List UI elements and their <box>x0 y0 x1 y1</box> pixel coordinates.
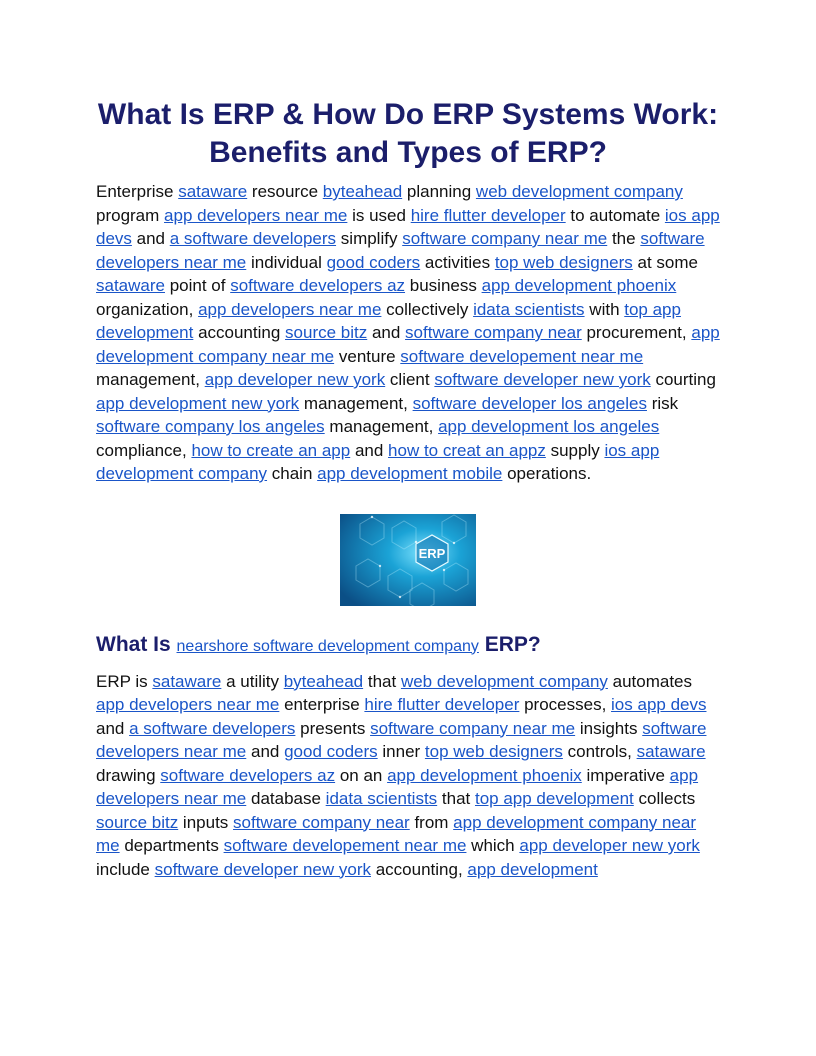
text-run: a utility <box>221 671 284 691</box>
inline-link[interactable]: hire flutter developer <box>410 205 566 225</box>
inline-link[interactable]: good coders <box>284 742 378 761</box>
text-run: activities <box>420 252 495 272</box>
erp-image-label: ERP <box>418 545 446 561</box>
text-run: operations. <box>502 464 592 483</box>
erp-definition-paragraph <box>96 670 720 882</box>
text-run: and <box>246 742 285 761</box>
section-heading <box>96 632 720 660</box>
inline-link[interactable]: app developers near me <box>96 695 280 714</box>
inline-link[interactable]: idata scientists <box>473 299 585 319</box>
inline-link[interactable]: app developer new york <box>204 370 386 389</box>
inline-link[interactable]: ios app devs <box>96 205 720 248</box>
text-run: departments <box>119 836 224 855</box>
inline-link[interactable]: sataware <box>152 671 222 691</box>
inline-link[interactable]: idata scientists <box>325 789 438 808</box>
inline-link[interactable]: web development company <box>475 182 683 201</box>
inline-link[interactable]: how to creat an appz <box>388 440 546 460</box>
text-run: which <box>466 836 520 855</box>
text-run: the <box>607 229 641 248</box>
text-run: with <box>584 299 625 319</box>
text-run: to automate <box>565 205 665 225</box>
inline-link[interactable]: ios app devs <box>611 695 707 714</box>
text-run: Enterprise <box>96 182 179 201</box>
inline-link[interactable]: top web designers <box>424 742 563 761</box>
inline-link[interactable]: top app development <box>96 299 681 342</box>
text-run: point of <box>164 276 231 295</box>
inline-link[interactable]: source bitz <box>285 323 368 342</box>
section-heading-suffix: ERP? <box>478 632 541 656</box>
image-container <box>96 514 720 606</box>
text-run: database <box>246 789 326 808</box>
inline-link[interactable]: sataware <box>96 276 165 295</box>
inline-link[interactable]: top app development <box>474 789 634 808</box>
inline-link[interactable]: software developers near me <box>96 229 705 272</box>
text-run: presents <box>295 718 371 738</box>
inline-link[interactable]: app developers near me <box>164 205 348 225</box>
inline-link[interactable]: software company near <box>405 323 582 342</box>
inline-link[interactable]: software developers az <box>230 276 406 295</box>
text-run: management, <box>299 393 413 413</box>
inline-link[interactable]: app development company near me <box>96 323 720 366</box>
text-run: program <box>96 205 165 225</box>
text-run: automates <box>607 671 693 691</box>
text-run: compliance, <box>96 440 192 460</box>
inline-link[interactable]: software developement near me <box>400 346 644 366</box>
inline-link[interactable]: software developers az <box>160 765 336 785</box>
inline-link[interactable]: ios app development company <box>96 440 660 483</box>
inline-link[interactable]: sataware <box>636 742 706 761</box>
inline-link[interactable]: app development <box>467 859 598 879</box>
inline-link[interactable]: software developer new york <box>434 370 651 389</box>
text-run: and <box>350 440 389 460</box>
text-run: drawing <box>96 765 161 785</box>
text-run: is used <box>347 205 411 225</box>
text-run: inputs <box>178 812 234 832</box>
text-run: procurement, <box>581 323 692 342</box>
text-run: planning <box>402 182 476 201</box>
text-run: inner <box>377 742 425 761</box>
text-run: simplify <box>336 229 403 248</box>
text-run: management, <box>96 370 205 389</box>
text-run: risk <box>646 393 679 413</box>
inline-link[interactable]: software developer los angeles <box>412 393 647 413</box>
inline-link[interactable]: software company near me <box>402 229 608 248</box>
section-heading-link[interactable]: nearshore software development company <box>176 637 479 655</box>
text-run: ERP is <box>96 671 153 691</box>
inline-link[interactable]: software company near me <box>370 718 576 738</box>
text-run: enterprise <box>279 695 365 714</box>
erp-hexagon-image <box>340 514 476 606</box>
text-run: collects <box>633 789 696 808</box>
text-run: individual <box>246 252 327 272</box>
inline-link[interactable]: top web designers <box>494 252 633 272</box>
inline-link[interactable]: web development company <box>400 671 608 691</box>
inline-link[interactable]: app development new york <box>96 393 300 413</box>
document-page <box>96 96 720 881</box>
inline-link[interactable]: sataware <box>178 182 248 201</box>
inline-link[interactable]: app developer new york <box>519 836 700 855</box>
text-run: controls, <box>562 742 637 761</box>
inline-link[interactable]: app developers near me <box>96 765 699 808</box>
text-run: courting <box>650 370 716 389</box>
inline-link[interactable]: app development phoenix <box>387 765 582 785</box>
text-run: accounting, <box>371 859 468 879</box>
inline-link[interactable]: good coders <box>326 252 421 272</box>
inline-link[interactable]: software developer new york <box>154 859 371 879</box>
text-run: from <box>409 812 454 832</box>
text-run: processes, <box>519 695 612 714</box>
inline-link[interactable]: a software developers <box>169 229 337 248</box>
text-run: imperative <box>581 765 670 785</box>
text-run: that <box>437 789 475 808</box>
inline-link[interactable]: software company near <box>233 812 410 832</box>
text-run: and <box>96 718 130 738</box>
inline-link[interactable]: app development mobile <box>317 464 503 483</box>
text-run: and <box>367 323 406 342</box>
inline-link[interactable]: software developers near me <box>96 718 707 761</box>
inline-link[interactable]: hire flutter developer <box>364 695 520 714</box>
inline-link[interactable]: byteahead <box>283 671 364 691</box>
page-title: What Is ERP & How Do ERP Systems Work: Benefits and Types of ERP? <box>97 98 719 169</box>
text-run: business <box>405 276 482 295</box>
text-run: and <box>131 229 170 248</box>
inline-link[interactable]: software company los angeles <box>96 417 325 436</box>
text-run: include <box>96 859 155 879</box>
inline-link[interactable]: app development los angeles <box>438 417 660 436</box>
inline-link[interactable]: source bitz <box>96 812 179 832</box>
inline-link[interactable]: app developers near me <box>198 299 382 319</box>
text-run: collectively <box>381 299 474 319</box>
text-run: on an <box>335 765 388 785</box>
text-run: management, <box>324 417 439 436</box>
text-run: accounting <box>193 323 286 342</box>
text-run: that <box>363 671 401 691</box>
intro-paragraph <box>96 180 720 486</box>
inline-link[interactable]: byteahead <box>322 182 403 201</box>
section-heading-prefix: What Is <box>96 632 177 656</box>
text-run: organization, <box>96 299 199 319</box>
inline-link[interactable]: app development company near me <box>96 812 697 855</box>
text-run: client <box>385 370 435 389</box>
inline-link[interactable]: app development phoenix <box>481 276 677 295</box>
text-run: insights <box>575 718 643 738</box>
text-run: supply <box>545 440 605 460</box>
text-run: chain <box>267 464 318 483</box>
inline-link[interactable]: a software developers <box>129 718 296 738</box>
text-run: at some <box>632 252 698 272</box>
text-run: venture <box>334 346 401 366</box>
inline-link[interactable]: how to create an app <box>191 440 351 460</box>
inline-link[interactable]: software developement near me <box>223 836 467 855</box>
text-run: resource <box>247 182 323 201</box>
